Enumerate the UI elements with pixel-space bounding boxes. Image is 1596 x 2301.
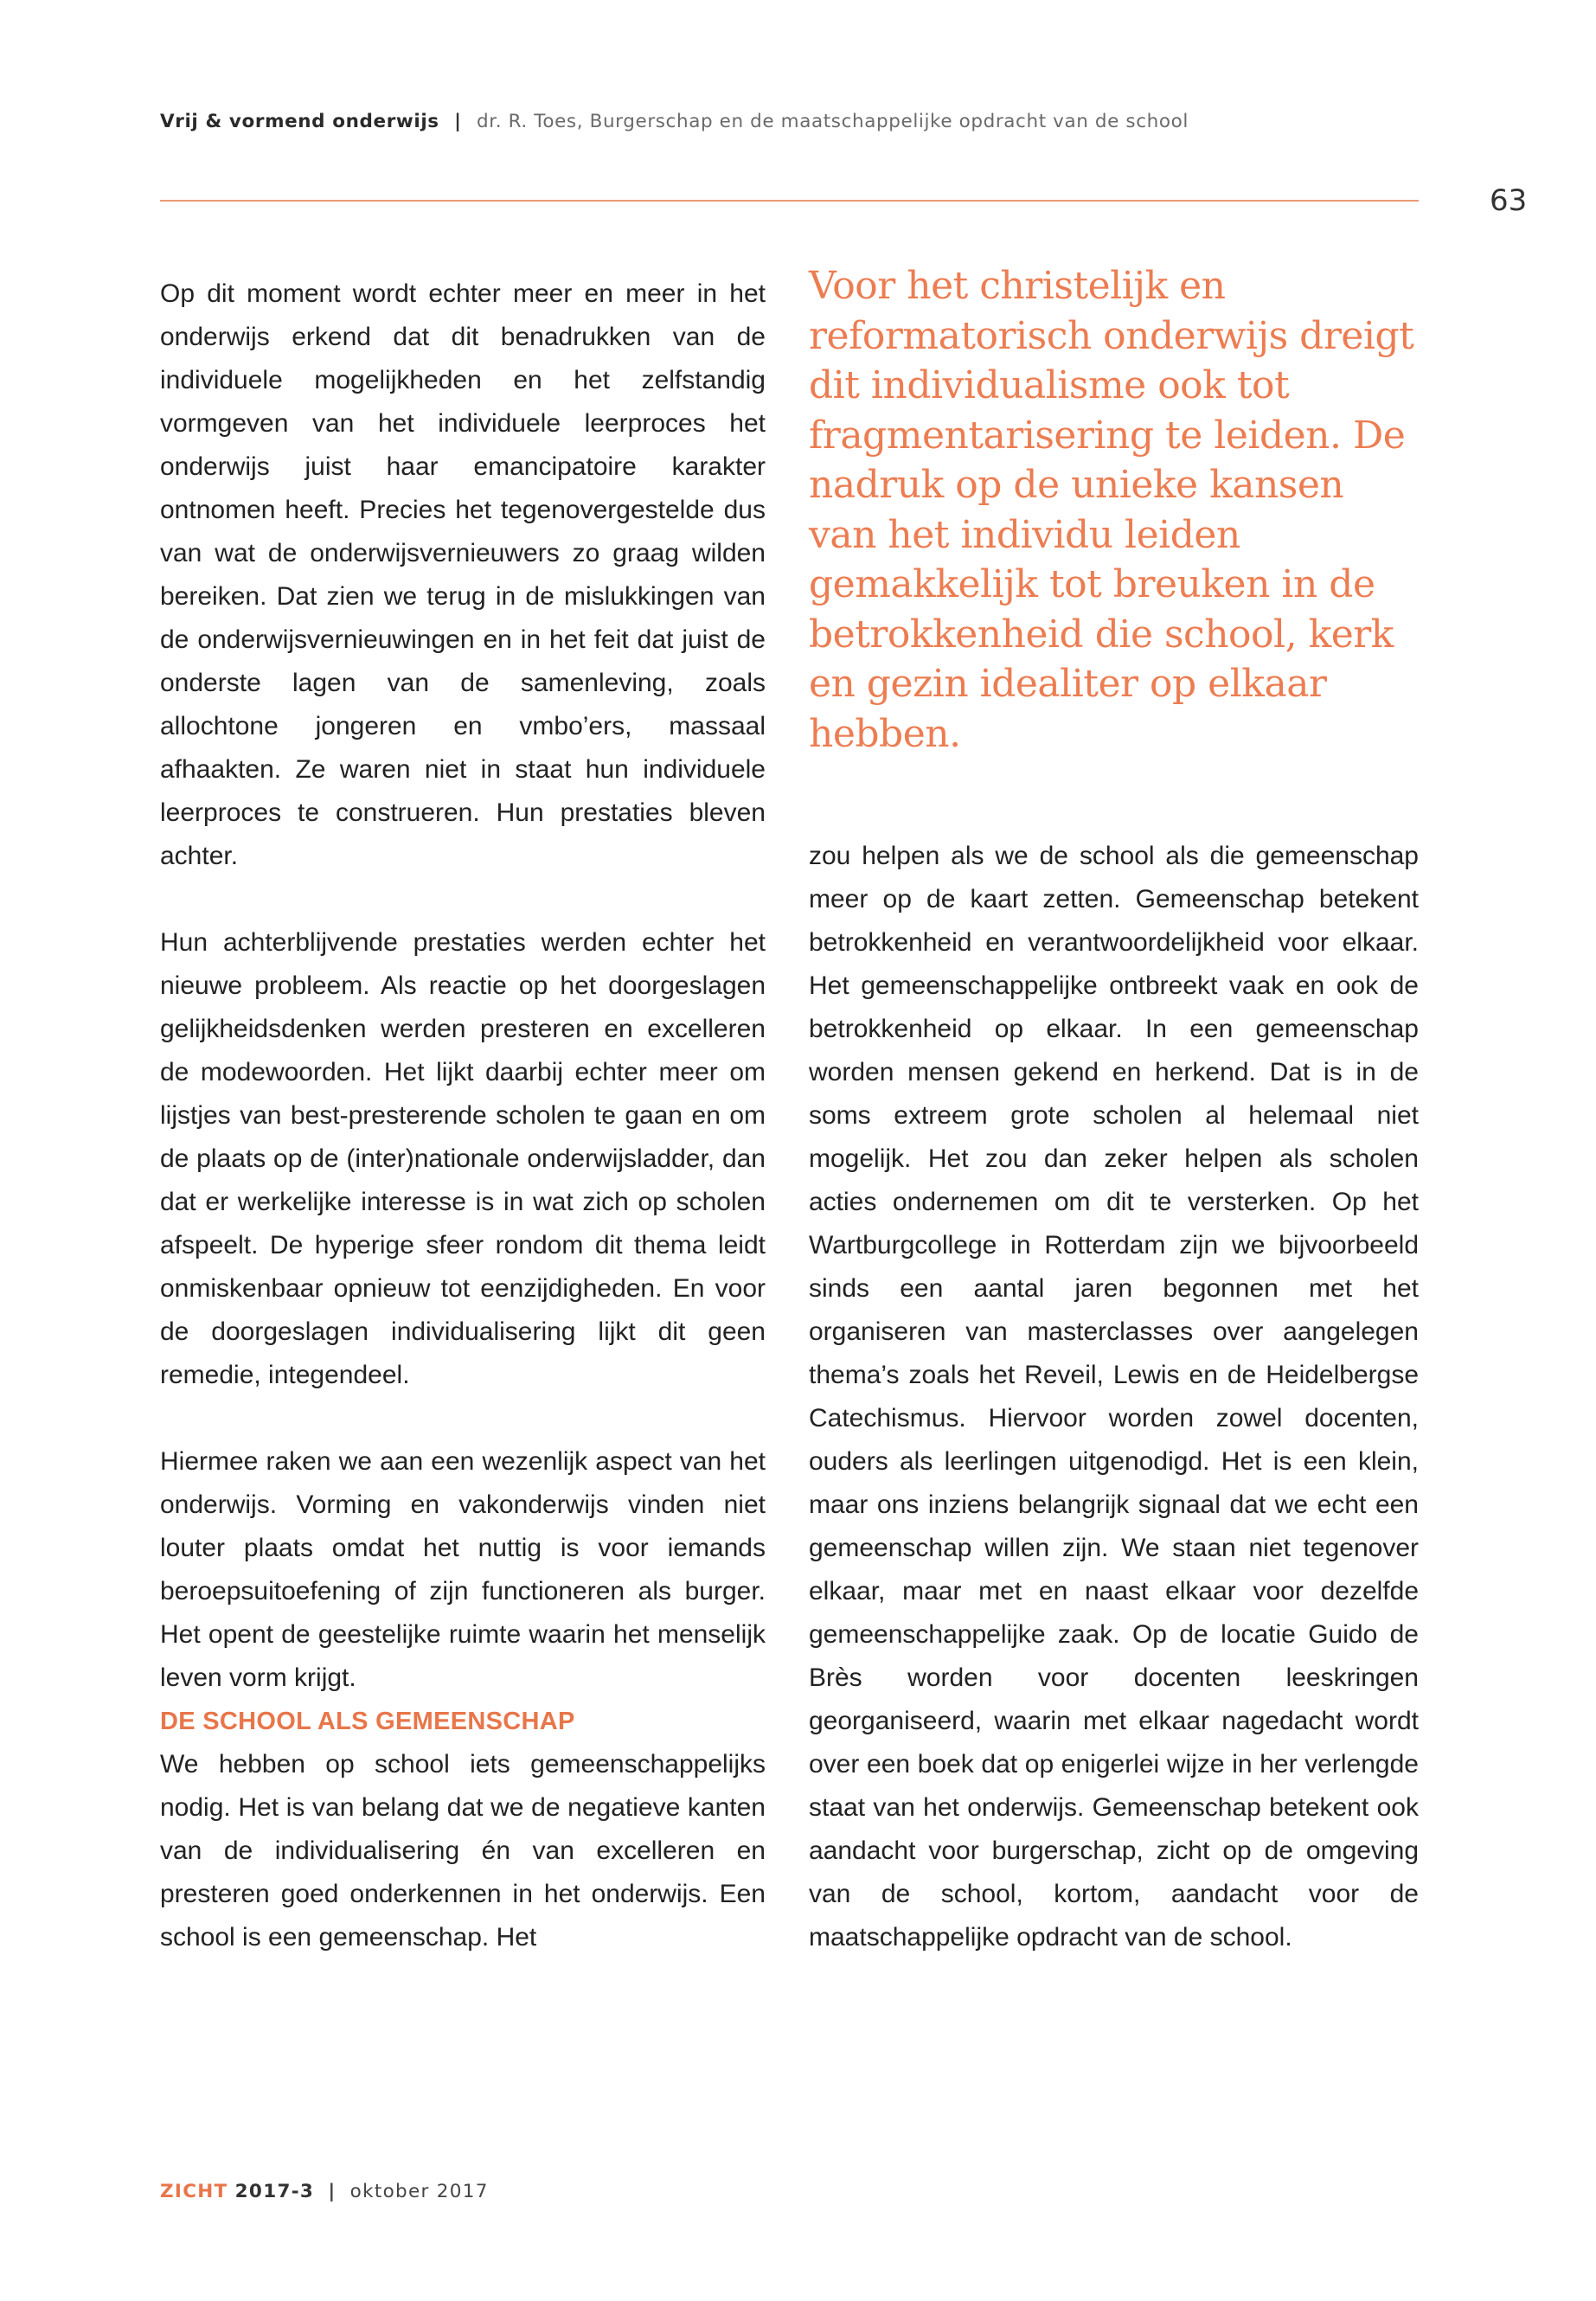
left-paragraph-4: We hebben op school iets gemeenschappelijks nodig. Het is van belang dat we de negatieve kanten van de individualisering én van excelleren en presteren goed onderkennen in het onderwijs. Een school is een gemeenschap. Het (160, 1750, 766, 1952)
footer-date: oktober 2017 (349, 2181, 489, 2202)
pull-quote: Voor het christelijk en reformatorisch onderwijs dreigt dit individualisme ook tot fragmentarisering te leiden. De nadruk op de unieke kansen van het individu leiden gemakkelijk tot breuken in de betrokkenheid die school, kerk en gezin idealiter op elkaar hebben. (809, 264, 1414, 756)
left-paragraph-1: Op dit moment wordt echter meer en meer in het onderwijs erkend dat dit benadrukken van de individuele mogelijkheden en het zelfstandig vormgeven van het individuele leerproces het onderwijs juist haar emancipatoire karakter ontnomen heeft. Precies het tegenovergestelde dus van wat de onderwijsvernieuwers zo graag wilden bereiken. Dat zien we terug in de mislukkingen van de onderwijsvernieuwingen en in het feit dat juist de onderste lagen van de samenleving, zoals allochtone jongeren en vmbo’ers, massaal afhaakten. Ze waren niet in staat hun individuele leerproces te construeren. Hun prestaties bleven achter. (160, 279, 766, 870)
header-series: Vrij & vormend onderwijs (160, 111, 439, 132)
left-column (160, 272, 766, 1959)
running-header (160, 111, 1414, 132)
footer-brand: ZICHT (160, 2181, 228, 2202)
page-footer (160, 2181, 489, 2202)
right-paragraph-1: zou helpen als we de school als die gemeenschap meer op de kaart zetten. Gemeenschap betekent betrokkenheid en verantwoordelijkheid voor elkaar. Het gemeenschappelijke ontbreekt vaak en ook de betrokkenheid op elkaar. In een gemeenschap worden mensen gekend en herkend. Dat is in de soms extreem grote scholen al helemaal niet mogelijk. Het zou dan zeker helpen als scholen acties ondernemen om dit te versterken. Op het Wartburgcollege in Rotterdam zijn we bijvoorbeeld sinds een aantal jaren begonnen met het organiseren van masterclasses over aangelegen thema’s zoals het Reveil, Lewis en de Heidelbergse Catechismus. Hiervoor worden zowel docenten, ouders als leerlingen uitgenodigd. Het is een klein, maar ons inziens belangrijk signaal dat we echt een gemeenschap willen zijn. We staan niet tegenover elkaar, maar met en naast elkaar voor dezelfde gemeenschappelijke zaak. Op de locatie Guido de Brès worden voor docenten leeskringen georganiseerd, waarin met elkaar nagedacht wordt over een boek dat op enigerlei wijze in her verlengde staat van het onderwijs. Gemeenschap betekent ook aandacht voor burgerschap, zicht op de omgeving van de school, kortom, aandacht voor de maatschappelijke opdracht van de school. (809, 842, 1419, 1952)
page-number: 63 (1490, 183, 1528, 218)
section-heading: DE SCHOOL ALS GEMEENSCHAP (160, 1708, 575, 1735)
header-separator: | (454, 111, 462, 132)
header-rule (160, 200, 1419, 202)
footer-separator: | (328, 2181, 337, 2202)
header-subtitle: dr. R. Toes, Burgerschap en de maatschappelijke opdracht van de school (477, 111, 1189, 132)
footer-issue: 2017-3 (234, 2181, 315, 2202)
left-paragraph-2: Hun achterblijvende prestaties werden echter het nieuwe probleem. Als reactie op het doorgeslagen gelijkheidsdenken werden presteren en excelleren de modewoorden. Het lijkt daarbij echter meer om lijstjes van best-presterende scholen te gaan en om de plaats op de (inter)nationale onderwijsladder, dan dat er werkelijke interesse is in wat zich op scholen afspeelt. De hyperige sfeer rondom dit thema leidt onmiskenbaar opnieuw tot eenzijdigheden. En voor de doorgeslagen individualisering lijkt dit geen remedie, integendeel. (160, 928, 766, 1389)
right-column (809, 835, 1419, 1959)
left-paragraph-3: Hiermee raken we aan een wezenlijk aspect van het onderwijs. Vorming en vakonderwijs vinden niet louter plaats omdat het nuttig is voor iemands beroepsuitoefening of zijn functioneren als burger. Het opent de geestelijke ruimte waarin het menselijk leven vorm krijgt. (160, 1447, 766, 1692)
